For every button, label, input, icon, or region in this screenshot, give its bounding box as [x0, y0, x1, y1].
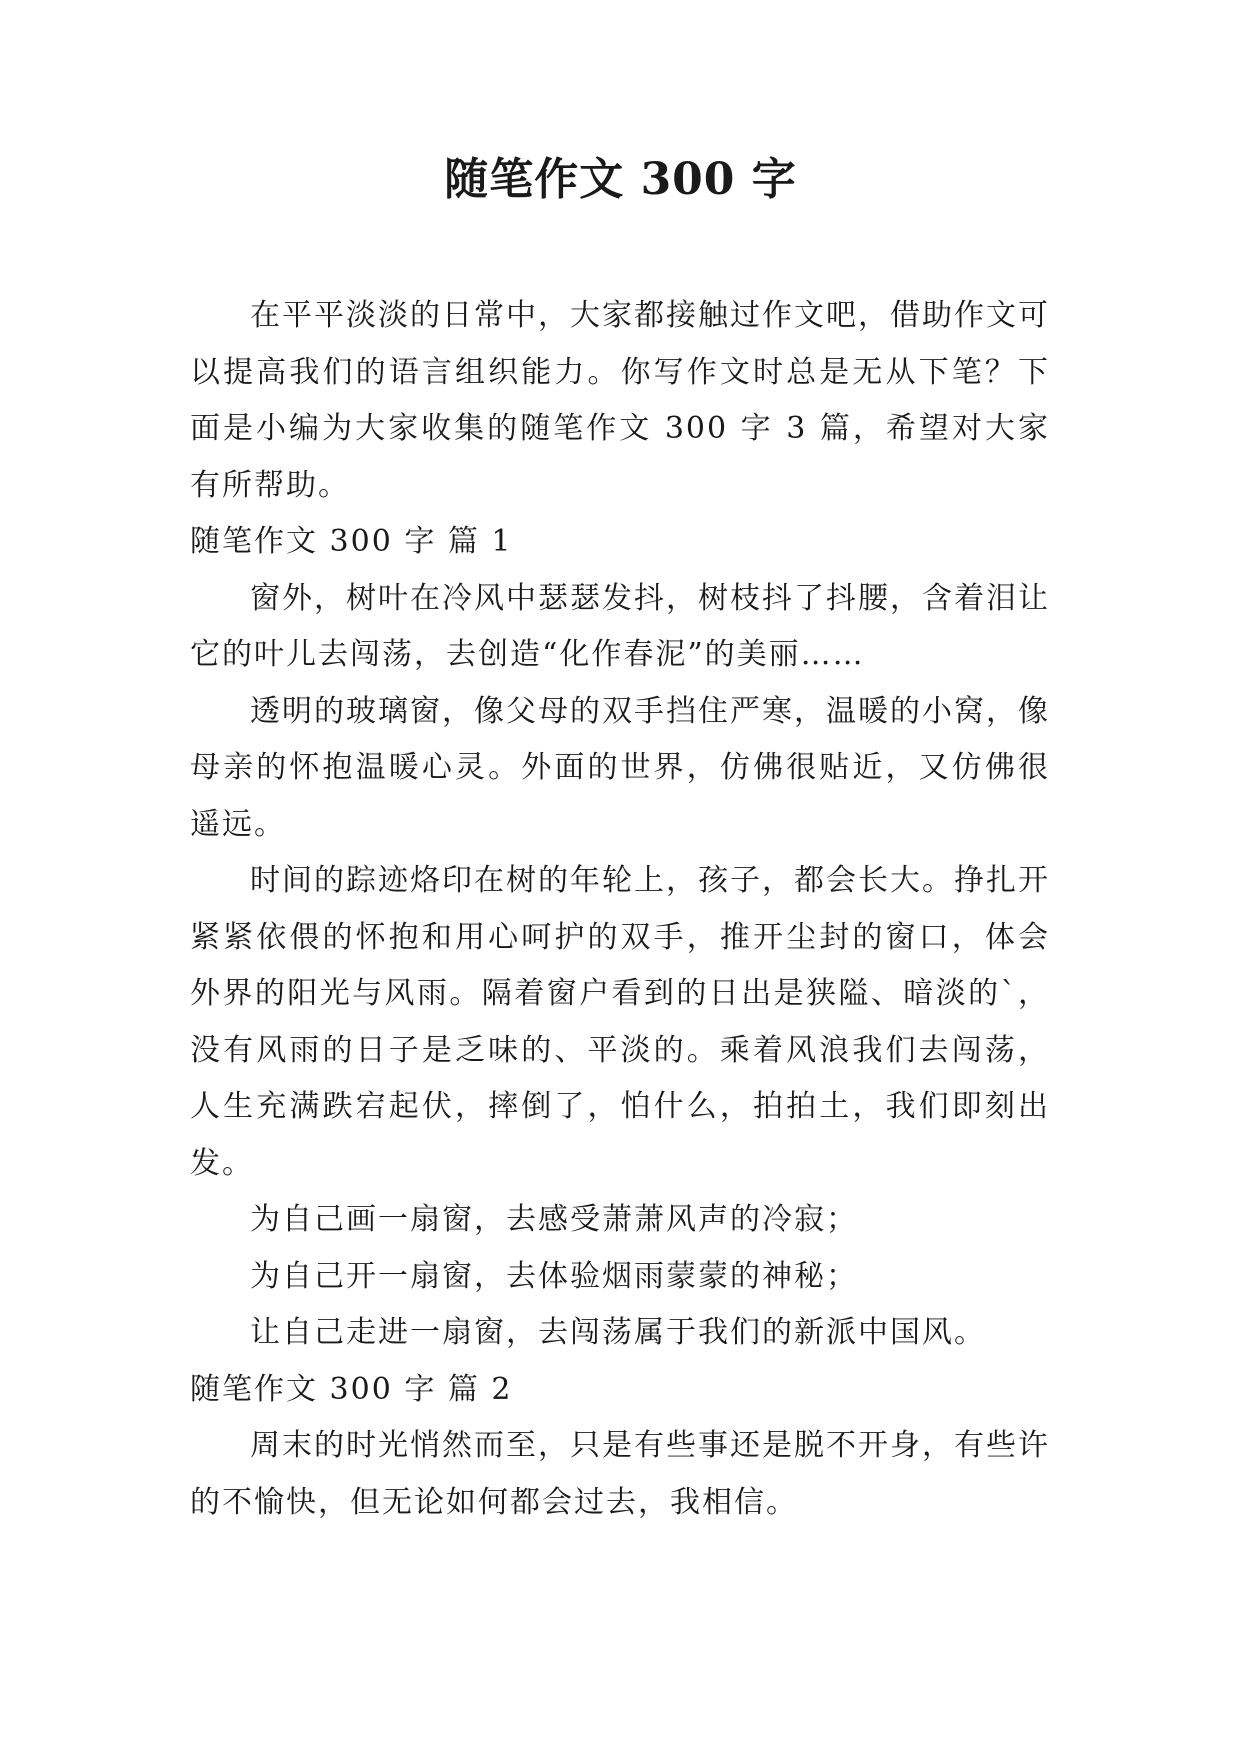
paragraph: 透明的玻璃窗，像父母的双手挡住严寒，温暖的小窝，像母亲的怀抱温暖心灵。外面的世界，仿佛很贴近，又仿佛很遥远。 — [190, 693, 1050, 842]
section-heading-1: 随笔作文 300 字 篇 1 — [190, 524, 513, 559]
intro-paragraph: 在平平淡淡的日常中，大家都接触过作文吧，借助作文可以提高我们的语言组织能力。你写作文时总是无从下笔？下面是小编为大家收集的随笔作文 300 字 3 篇，希望对大家有所帮助。 — [190, 298, 1050, 503]
paragraph: 让自己走进一扇窗，去闯荡属于我们的新派中国风。 — [250, 1315, 986, 1350]
document-body — [190, 288, 1050, 1531]
paragraph: 时间的踪迹烙印在树的年轮上，孩子，都会长大。挣扎开紧紧依偎的怀抱和用心呵护的双手，推开尘封的窗口，体会外界的阳光与风雨。隔着窗户看到的日出是狭隘、暗淡的`，没有风雨的日子是乏味的、平淡的。乘着风浪我们去闯荡，人生充满跌宕起伏，摔倒了，怕什么，拍拍土，我们即刻出发。 — [190, 863, 1050, 1181]
paragraph: 窗外，树叶在冷风中瑟瑟发抖，树枝抖了抖腰，含着泪让它的叶儿去闯荡，去创造“化作春泥”的美丽…… — [190, 580, 1050, 672]
paragraph: 为自己开一扇窗，去体验烟雨蒙蒙的神秘； — [250, 1258, 858, 1294]
paragraph: 周末的时光悄然而至，只是有些事还是脱不开身，有些许的不愉快，但无论如何都会过去，我相信。 — [190, 1428, 1050, 1520]
document-title: 随笔作文 300 字 — [444, 154, 797, 205]
section-heading-2: 随笔作文 300 字 篇 2 — [190, 1371, 513, 1407]
paragraph: 为自己画一扇窗，去感受萧萧风声的冷寂； — [250, 1202, 858, 1237]
